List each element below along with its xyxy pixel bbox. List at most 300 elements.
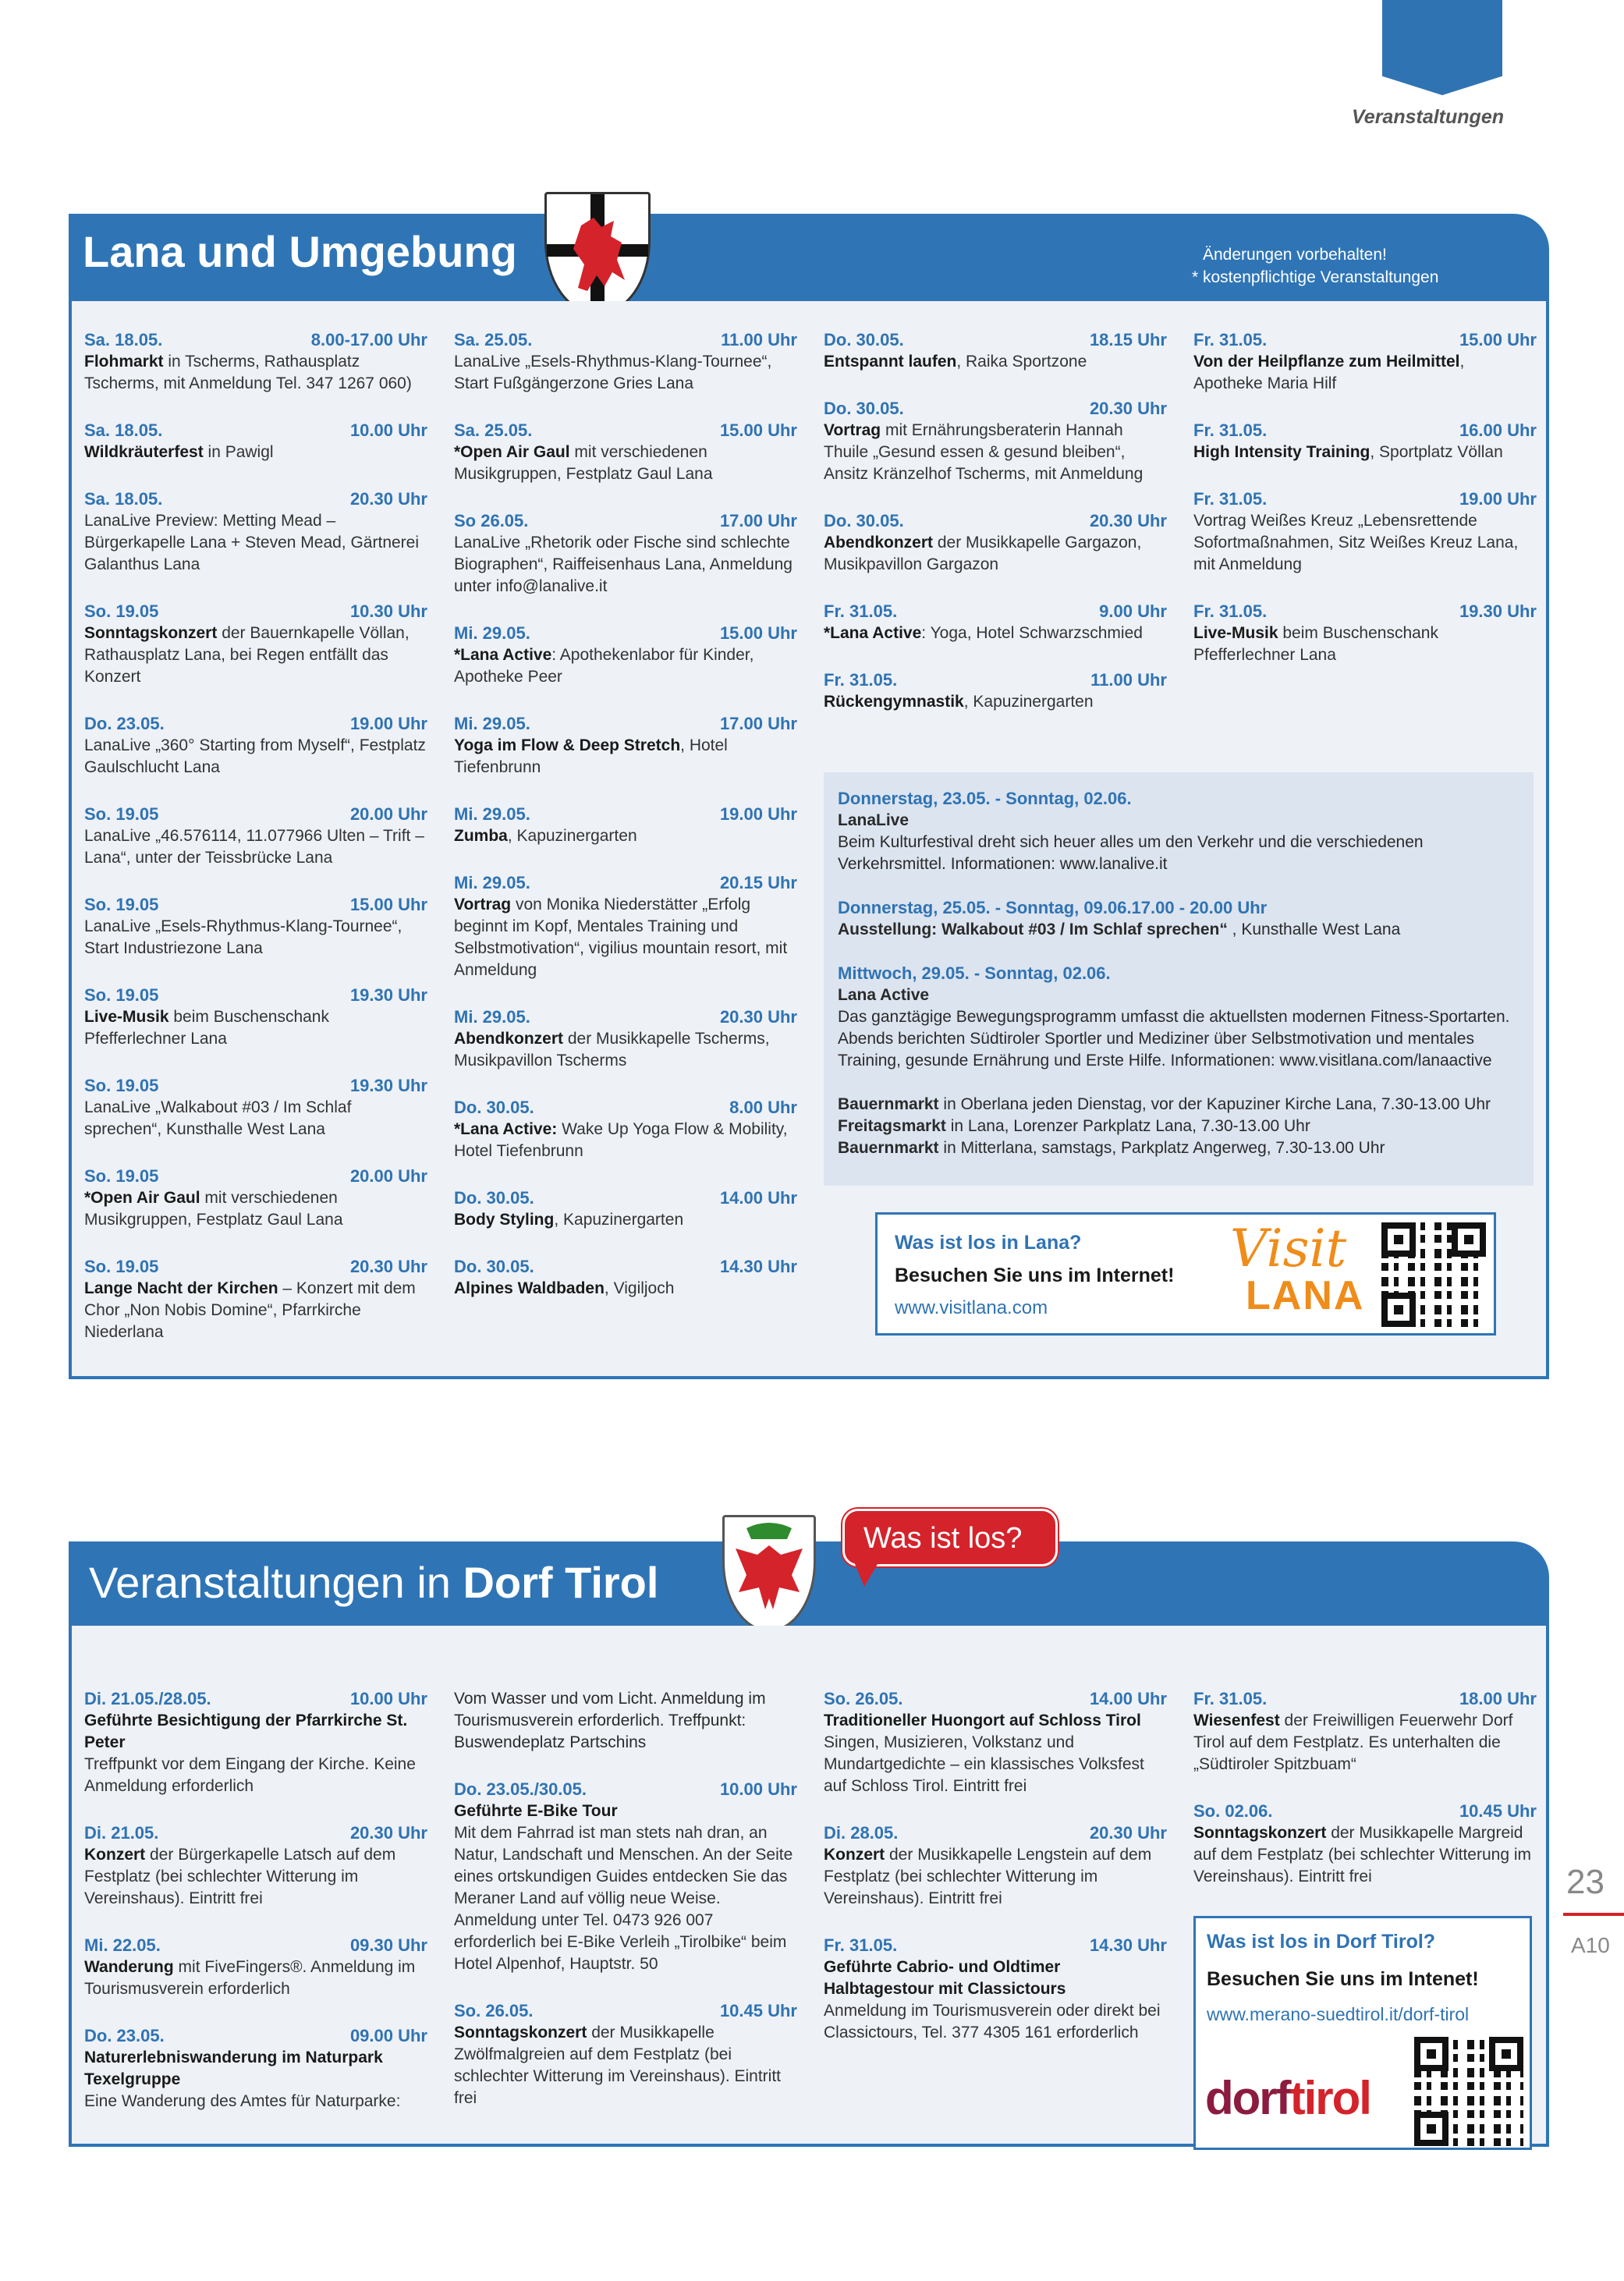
event-time: 9.00 Uhr bbox=[1099, 601, 1167, 621]
event-header bbox=[84, 601, 427, 623]
lana-title: Lana und Umgebung bbox=[83, 227, 517, 276]
event-time: 15.00 Uhr bbox=[719, 420, 797, 440]
note-changes: Änderungen vorbehalten! bbox=[1203, 246, 1387, 264]
event-date: Mi. 22.05. bbox=[84, 1935, 161, 1955]
event-time: 10.00 Uhr bbox=[719, 1779, 797, 1799]
event-header bbox=[454, 510, 797, 532]
lion-icon bbox=[547, 194, 648, 313]
lana-col-2 bbox=[454, 329, 797, 1325]
event-time: 8.00 Uhr bbox=[729, 1098, 797, 1117]
event-body bbox=[454, 1209, 797, 1231]
event-body bbox=[84, 2047, 427, 2112]
event-text: LanaLive „Esels-Rhythmus-Klang-Tournee“, Start Fußgängerzone Gries Lana bbox=[454, 353, 772, 392]
event-body bbox=[824, 691, 1167, 713]
event-text: LanaLive „Rhetorik oder Fische sind schlechte Biographen“, Raiffeisenhaus Lana, Anmeldung unter info@lanalive.it bbox=[454, 534, 792, 595]
event-title: Konzert bbox=[84, 1846, 146, 1864]
logo-dorf: dorf bbox=[1205, 2072, 1290, 2124]
event-text: mit FiveFingers®. Anmeldung im Tourismusverein erforderlich bbox=[84, 1958, 416, 1998]
event-text: der Bürgerkapelle Latsch auf dem Festplatz (bei schlechter Witterung im Vereinshaus). Eintritt frei bbox=[84, 1846, 396, 1907]
event-date: Fr. 31.05. bbox=[1193, 330, 1268, 349]
lana-promo-box bbox=[875, 1212, 1496, 1336]
event-body bbox=[454, 735, 797, 779]
event-body bbox=[1193, 1822, 1537, 1888]
market-2 bbox=[838, 1116, 1519, 1137]
event-title: Abendkonzert bbox=[454, 1030, 564, 1048]
event-time: 18.00 Uhr bbox=[1459, 1689, 1537, 1708]
event-date: Mi. 29.05. bbox=[454, 1007, 530, 1027]
event-item bbox=[84, 329, 427, 395]
event-date: Sa. 25.05. bbox=[454, 420, 533, 440]
event-item bbox=[454, 713, 797, 779]
event-header bbox=[454, 713, 797, 735]
event-body bbox=[824, 420, 1167, 485]
event-text: Anmeldung im Tourismusverein oder direkt bei Classictours, Tel. 377 4305 161 erforderlich bbox=[824, 2002, 1161, 2042]
event-title: Live-Musik bbox=[1193, 624, 1278, 642]
info-title-lanalive: LanaLive bbox=[838, 811, 910, 829]
lana-events-box bbox=[69, 301, 1549, 1379]
event-title: Traditioneller Huongort auf Schloss Tirol bbox=[824, 1712, 1141, 1729]
event-date: So. 19.05 bbox=[84, 895, 159, 914]
event-header bbox=[84, 1688, 427, 1710]
event-date: Fr. 31.05. bbox=[1193, 420, 1268, 440]
event-text: der Musikkapelle Tscherms, Musikpavillon Tscherms bbox=[454, 1030, 770, 1070]
event-item bbox=[1193, 329, 1537, 395]
bubble-text: Was ist los? bbox=[863, 1522, 1023, 1555]
tirol-events-box bbox=[69, 1626, 1549, 2147]
event-body bbox=[84, 735, 427, 779]
event-date: Do. 30.05. bbox=[824, 511, 904, 530]
page-code: A10 bbox=[1571, 1933, 1610, 1957]
event-body bbox=[454, 825, 797, 847]
event-header bbox=[84, 984, 427, 1006]
event-item bbox=[1193, 1800, 1537, 1888]
info-text-exhibition: , Kunsthalle West Lana bbox=[1227, 921, 1401, 938]
event-date: So. 19.05 bbox=[84, 601, 159, 621]
event-date: So. 02.06. bbox=[1193, 1801, 1273, 1821]
event-item bbox=[824, 669, 1167, 713]
event-item bbox=[84, 488, 427, 576]
event-header bbox=[824, 601, 1167, 623]
event-title: Yoga im Flow & Deep Stretch bbox=[454, 736, 681, 754]
event-body bbox=[84, 1006, 427, 1050]
event-time: 20.30 Uhr bbox=[349, 1257, 427, 1276]
event-text: mit verschiedenen Musikgruppen, Festplatz Gaul Lana bbox=[84, 1189, 343, 1229]
event-text: der Musikkapelle Zwölfmalgreien auf dem Festplatz (bei schlechter Witterung im Vereinshaus). Eintritt frei bbox=[454, 2024, 781, 2107]
event-item bbox=[1193, 420, 1537, 463]
event-title: *Open Air Gaul bbox=[454, 443, 570, 461]
event-item bbox=[454, 329, 797, 395]
page-number: 23 bbox=[1566, 1863, 1604, 1901]
lana-info-box bbox=[824, 772, 1534, 1186]
event-text: der Freiwilligen Feuerwehr Dorf Tirol auf dem Festplatz. Es unterhalten die „Südtiroler Spitzbuam“ bbox=[1193, 1712, 1513, 1773]
event-header bbox=[84, 894, 427, 916]
event-title: Body Styling bbox=[454, 1211, 555, 1229]
info-text-lanalive: Beim Kulturfestival dreht sich heuer alles um den Verkehr und die verschiedenen Verkehrsmittel. Informationen: www.lanalive.it bbox=[838, 833, 1424, 873]
event-item bbox=[454, 2000, 797, 2109]
event-item bbox=[454, 420, 797, 485]
event-text: LanaLive „46.576114, 11.077966 Ulten – Trift – Lana“, unter der Teissbrücke Lana bbox=[84, 827, 424, 867]
event-date: Sa. 18.05. bbox=[84, 420, 163, 440]
event-time: 20.00 Uhr bbox=[349, 804, 427, 824]
event-header bbox=[454, 1097, 797, 1119]
event-date: Sa. 25.05. bbox=[454, 330, 533, 349]
event-title: Sonntagskonzert bbox=[84, 624, 218, 642]
event-date: Do. 23.05. bbox=[84, 2026, 165, 2045]
event-title: Konzert bbox=[824, 1846, 885, 1864]
event-date: Fr. 31.05. bbox=[824, 1935, 898, 1955]
market-2-title: Freitagsmarkt bbox=[838, 1117, 946, 1135]
event-body bbox=[454, 1119, 797, 1162]
event-title: *Open Air Gaul bbox=[84, 1189, 200, 1207]
event-time: 19.30 Uhr bbox=[349, 1076, 427, 1095]
event-time: 14.30 Uhr bbox=[1089, 1935, 1167, 1955]
event-time: 16.00 Uhr bbox=[1459, 420, 1537, 440]
lana-col-3 bbox=[824, 329, 1167, 738]
lana-col-1 bbox=[84, 329, 427, 1368]
event-time: 19.00 Uhr bbox=[1459, 489, 1537, 509]
event-time: 8.00-17.00 Uhr bbox=[310, 330, 427, 349]
event-item bbox=[454, 872, 797, 981]
event-item bbox=[454, 510, 797, 598]
event-text: LanaLive „Walkabout #03 / Im Schlaf sprechen“, Kunsthalle West Lana bbox=[84, 1098, 352, 1138]
event-body bbox=[84, 916, 427, 960]
event-title: Zumba bbox=[454, 827, 508, 845]
event-body bbox=[824, 532, 1167, 576]
tirol-col2-continued: Vom Wasser und vom Licht. Anmeldung im Tourismusverein erforderlich. Treffpunkt: Buswendeplatz Partschins bbox=[454, 1690, 766, 1751]
event-header bbox=[824, 669, 1167, 691]
event-body bbox=[84, 825, 427, 869]
event-body bbox=[824, 351, 1167, 373]
event-title: *Lana Active: bbox=[454, 1120, 558, 1138]
event-item bbox=[84, 1935, 427, 2000]
event-header bbox=[84, 329, 427, 351]
event-body bbox=[824, 623, 1167, 644]
market-3-title: Bauernmarkt bbox=[838, 1139, 939, 1157]
event-body bbox=[454, 532, 797, 598]
event-time: 09.00 Uhr bbox=[349, 2026, 427, 2045]
lana-note bbox=[1192, 243, 1438, 289]
visitlana-link[interactable]: www.visitlana.com bbox=[895, 1297, 1048, 1318]
event-title: Wanderung bbox=[84, 1958, 174, 1976]
event-body bbox=[84, 1278, 427, 1343]
market-1-title: Bauernmarkt bbox=[838, 1095, 939, 1113]
event-text: Mit dem Fahrrad ist man stets nah dran, an Natur, Landschaft und Menschen. An der Seite eines ortskundigen Guides entdecken Sie das Meraner Land auf völlig neue Weise. Anmeldung unter Tel. 0473 926 007 erforderlich bei E-Bike Verleih „Tirolbike“ beim Hotel Alpenhof, Hauptstr. 50 bbox=[454, 1824, 793, 1973]
event-date: So. 19.05 bbox=[84, 985, 159, 1005]
event-title: Wildkräuterfest bbox=[84, 443, 204, 461]
event-body bbox=[454, 1028, 797, 1072]
event-date: Sa. 18.05. bbox=[84, 330, 163, 349]
event-item bbox=[454, 1097, 797, 1162]
event-text: beim Buschenschank Pfefferlechner Lana bbox=[1193, 624, 1438, 664]
event-text: LanaLive Preview: Metting Mead – Bürgerkapelle Lana + Steven Mead, Gärtnerei Galanthus Lana bbox=[84, 512, 420, 573]
event-body bbox=[454, 442, 797, 485]
event-item bbox=[824, 1688, 1167, 1797]
market-3-text: in Mitterlana, samstags, Parkplatz Angerweg, 7.30-13.00 Uhr bbox=[938, 1139, 1385, 1157]
event-text: , Raika Sportzone bbox=[956, 353, 1087, 371]
event-date: Fr. 31.05. bbox=[1193, 489, 1268, 509]
tirol-title bbox=[89, 1557, 658, 1608]
event-date: Do. 30.05. bbox=[454, 1098, 534, 1117]
event-date: Do. 30.05. bbox=[824, 330, 904, 349]
event-title: Entspannt laufen bbox=[824, 353, 957, 371]
event-date: Mi. 29.05. bbox=[454, 873, 530, 892]
event-item bbox=[454, 1187, 797, 1231]
event-header bbox=[84, 488, 427, 510]
event-time: 20.30 Uhr bbox=[1089, 399, 1167, 418]
tirol-promo-question: Was ist los in Dorf Tirol? bbox=[1207, 1931, 1436, 1953]
event-time: 14.00 Uhr bbox=[1089, 1689, 1167, 1708]
event-time: 20.30 Uhr bbox=[349, 489, 427, 509]
event-date: Fr. 31.05. bbox=[1193, 1689, 1268, 1708]
event-body bbox=[454, 1800, 797, 1975]
event-body bbox=[1193, 623, 1537, 666]
event-title: Von der Heilpflanze zum Heilmittel bbox=[1193, 353, 1460, 371]
event-time: 10.00 Uhr bbox=[349, 1689, 427, 1708]
event-body bbox=[454, 2022, 797, 2109]
event-item bbox=[84, 984, 427, 1050]
tirol-col-1 bbox=[84, 1688, 427, 2137]
event-title: Geführte Besichtigung der Pfarrkirche St. Peter bbox=[84, 1712, 408, 1751]
event-header bbox=[84, 1822, 427, 1844]
event-item bbox=[84, 1688, 427, 1797]
event-item bbox=[84, 894, 427, 960]
event-body bbox=[454, 351, 797, 395]
event-text: der Musikkapelle Gargazon, Musikpavillon Gargazon bbox=[824, 534, 1142, 573]
event-text: , Sportplatz Völlan bbox=[1370, 443, 1503, 461]
event-body bbox=[1193, 510, 1537, 576]
event-item bbox=[824, 1935, 1167, 2044]
event-date: So. 19.05 bbox=[84, 1257, 159, 1276]
event-item bbox=[824, 1822, 1167, 1910]
event-item bbox=[84, 713, 427, 779]
event-body bbox=[1193, 1710, 1537, 1775]
tirol-col-4 bbox=[1193, 1688, 1537, 1913]
event-time: 14.30 Uhr bbox=[719, 1257, 797, 1276]
lana-col-4 bbox=[1193, 329, 1537, 691]
event-text: : Yoga, Hotel Schwarzschmied bbox=[921, 624, 1143, 642]
tirol-coat-of-arms bbox=[722, 1515, 816, 1632]
event-header bbox=[84, 1935, 427, 1956]
info-title-exhibition: Ausstellung: Walkabout #03 / Im Schlaf sprechen“ bbox=[838, 921, 1228, 938]
event-body bbox=[454, 1278, 797, 1300]
event-header bbox=[824, 1822, 1167, 1844]
event-title: *Lana Active bbox=[454, 646, 552, 664]
event-time: 19.30 Uhr bbox=[1459, 601, 1537, 621]
event-header bbox=[1193, 1688, 1537, 1710]
event-date: Di. 21.05./28.05. bbox=[84, 1689, 211, 1708]
event-date: So 26.05. bbox=[454, 511, 529, 530]
event-time: 17.00 Uhr bbox=[719, 511, 797, 530]
event-header bbox=[454, 329, 797, 351]
event-item bbox=[454, 1256, 797, 1300]
event-header bbox=[824, 1935, 1167, 1956]
lana-coat-of-arms bbox=[544, 192, 651, 315]
event-body bbox=[84, 623, 427, 688]
event-item bbox=[824, 510, 1167, 576]
info-text-active: Das ganztägige Bewegungsprogramm umfasst die aktuellsten modernen Fitness-Sportarten. Abends berichten Südtiroler Sportler und Mediziner über Selbstmotivation und mentales Training, gesunde Ernährung und Erste Hilfe. Informationen: www.visitlana.com/lanaactive bbox=[838, 1008, 1510, 1070]
event-title: Wiesenfest bbox=[1193, 1712, 1280, 1729]
event-item bbox=[84, 601, 427, 688]
event-title: Alpines Waldbaden bbox=[454, 1279, 605, 1297]
tirol-qr-code-icon bbox=[1414, 2037, 1523, 2146]
event-item bbox=[84, 420, 427, 463]
event-date: Mi. 29.05. bbox=[454, 623, 530, 643]
event-body bbox=[84, 1187, 427, 1231]
dorftirol-logo bbox=[1205, 2071, 1370, 2125]
event-body bbox=[824, 1844, 1167, 1910]
event-time: 20.00 Uhr bbox=[349, 1166, 427, 1186]
event-text: , Apotheke Maria Hilf bbox=[1193, 353, 1465, 392]
event-header bbox=[1193, 420, 1537, 442]
event-body bbox=[84, 351, 427, 395]
event-item bbox=[84, 2025, 427, 2112]
info-heading-lanalive: Donnerstag, 23.05. - Sonntag, 02.06. bbox=[838, 789, 1132, 808]
dorftirol-link[interactable]: www.merano-suedtirol.it/dorf-tirol bbox=[1207, 2004, 1470, 2024]
event-time: 19.00 Uhr bbox=[349, 714, 427, 733]
event-time: 09.30 Uhr bbox=[349, 1935, 427, 1955]
event-header bbox=[1193, 488, 1537, 510]
event-time: 19.00 Uhr bbox=[719, 804, 797, 824]
event-header bbox=[454, 1187, 797, 1209]
event-title: Lange Nacht der Kirchen bbox=[84, 1279, 278, 1297]
event-header bbox=[824, 1688, 1167, 1710]
visit-lana-logo-wordmark: LANA bbox=[1246, 1273, 1365, 1318]
event-text: , Vigiljoch bbox=[604, 1279, 675, 1297]
event-time: 20.30 Uhr bbox=[1089, 1823, 1167, 1843]
tirol-col-3 bbox=[824, 1688, 1167, 2069]
event-header bbox=[1193, 601, 1537, 623]
event-body bbox=[454, 644, 797, 688]
event-body bbox=[1193, 442, 1537, 463]
info-heading-active: Mittwoch, 29.05. - Sonntag, 02.06. bbox=[838, 963, 1111, 983]
event-date: Sa. 18.05. bbox=[84, 489, 163, 509]
event-header bbox=[454, 872, 797, 894]
event-time: 10.45 Uhr bbox=[1459, 1801, 1537, 1821]
market-1-text: in Oberlana jeden Dienstag, vor der Kapuziner Kirche Lana, 7.30-13.00 Uhr bbox=[938, 1095, 1491, 1113]
event-text: LanaLive „Esels-Rhythmus-Klang-Tournee“, Start Industriezone Lana bbox=[84, 917, 402, 957]
event-text: – Konzert mit dem Chor „Non Nobis Domine“, Pfarrkirche Niederlana bbox=[84, 1279, 416, 1341]
event-text: in Tscherms, Rathausplatz Tscherms, mit Anmeldung Tel. 347 1267 060) bbox=[84, 353, 412, 392]
event-date: So. 19.05 bbox=[84, 1076, 159, 1095]
event-text: Wake Up Yoga Flow & Mobility, Hotel Tiefenbrunn bbox=[454, 1120, 788, 1160]
logo-tirol: tirol bbox=[1289, 2072, 1370, 2124]
event-time: 15.00 Uhr bbox=[719, 623, 797, 643]
event-title: Vortrag bbox=[454, 896, 512, 913]
event-body bbox=[84, 1710, 427, 1797]
event-item bbox=[84, 803, 427, 869]
eagle-icon bbox=[725, 1517, 814, 1630]
event-item bbox=[84, 1165, 427, 1231]
event-text: : Apothekenlabor für Kinder, Apotheke Peer bbox=[454, 646, 754, 686]
event-title: Vortrag bbox=[824, 421, 881, 439]
event-title: Naturerlebniswanderung im Naturpark Texelgruppe bbox=[84, 2049, 383, 2088]
event-item bbox=[824, 398, 1167, 485]
event-text: der Bauernkapelle Völlan, Rathausplatz Lana, bei Regen entfällt das Konzert bbox=[84, 624, 410, 686]
event-text: Singen, Musizieren, Volkstanz und Mundartgedichte – ein klassisches Volksfest auf Schloss Tirol. Eintritt frei bbox=[824, 1733, 1144, 1795]
event-date: Mi. 29.05. bbox=[454, 804, 530, 824]
event-date: So. 19.05 bbox=[84, 804, 159, 824]
market-2-text: in Lana, Lorenzer Parkplatz Lana, 7.30-13.00 Uhr bbox=[945, 1117, 1310, 1135]
event-date: So. 26.05. bbox=[454, 2001, 534, 2020]
event-item bbox=[84, 1256, 427, 1343]
page-divider bbox=[1563, 1913, 1624, 1916]
event-header bbox=[824, 510, 1167, 532]
event-time: 20.30 Uhr bbox=[349, 1823, 427, 1843]
event-text: Treffpunkt vor dem Eingang der Kirche. Keine Anmeldung erforderlich bbox=[84, 1755, 416, 1795]
event-item bbox=[1193, 1688, 1537, 1775]
event-time: 10.30 Uhr bbox=[349, 601, 427, 621]
event-date: Mi. 29.05. bbox=[454, 714, 530, 733]
event-header bbox=[454, 803, 797, 825]
event-title: Abendkonzert bbox=[824, 534, 934, 552]
event-header bbox=[84, 1256, 427, 1278]
event-text: , Kapuzinergarten bbox=[554, 1211, 684, 1229]
event-time: 11.00 Uhr bbox=[1090, 670, 1167, 690]
event-text: der Musikkapelle Lengstein auf dem Festplatz (bei schlechter Witterung im Vereinshaus). Eintritt frei bbox=[824, 1846, 1152, 1907]
event-header bbox=[454, 1779, 797, 1800]
event-title: Flohmarkt bbox=[84, 353, 164, 371]
event-body bbox=[84, 1844, 427, 1910]
event-text: , Hotel Tiefenbrunn bbox=[454, 736, 728, 776]
event-body bbox=[84, 442, 427, 463]
header-tab bbox=[1382, 0, 1502, 95]
section-label: Veranstaltungen bbox=[1352, 106, 1504, 128]
event-text: von Monika Niederstätter „Erfolg beginnt im Kopf, Mentales Training und Selbstmotivation“, vigilius mountain resort, mit Anmeldung bbox=[454, 896, 788, 979]
event-item bbox=[824, 329, 1167, 373]
event-date: Do. 23.05./30.05. bbox=[454, 1779, 587, 1799]
qr-code-icon bbox=[1381, 1222, 1486, 1327]
event-item bbox=[454, 803, 797, 847]
visit-lana-logo: Visit bbox=[1230, 1219, 1347, 1279]
promo-question: Was ist los in Lana? bbox=[895, 1232, 1082, 1254]
event-text: , Kapuzinergarten bbox=[507, 827, 637, 845]
event-date: Di. 28.05. bbox=[824, 1823, 899, 1843]
event-header bbox=[454, 1256, 797, 1278]
event-header bbox=[824, 398, 1167, 420]
event-title: High Intensity Training bbox=[1193, 443, 1370, 461]
event-item bbox=[84, 1822, 427, 1910]
event-title: Live-Musik bbox=[84, 1008, 169, 1026]
event-date: Do. 30.05. bbox=[454, 1188, 534, 1208]
event-date: Fr. 31.05. bbox=[824, 601, 898, 621]
market-3 bbox=[838, 1137, 1519, 1159]
event-header bbox=[454, 1006, 797, 1028]
event-body bbox=[824, 1710, 1167, 1797]
event-text: mit Ernährungsberaterin Hannah Thuile „Gesund essen & gesund bleiben“, Ansitz Kränzelhof Tscherms, mit Anmeldung bbox=[824, 421, 1144, 483]
event-date: Do. 30.05. bbox=[454, 1257, 534, 1276]
tirol-promo-box bbox=[1193, 1916, 1532, 2150]
event-date: Do. 30.05. bbox=[824, 399, 904, 418]
event-date: Do. 23.05. bbox=[84, 714, 165, 733]
tirol-title-name: Dorf Tirol bbox=[463, 1558, 659, 1607]
event-header bbox=[454, 420, 797, 442]
event-body bbox=[84, 1956, 427, 2000]
event-header bbox=[824, 329, 1167, 351]
event-text: , Kapuzinergarten bbox=[963, 693, 1094, 711]
event-title: Geführte E-Bike Tour bbox=[454, 1802, 618, 1820]
event-title: Rückengymnastik bbox=[824, 693, 964, 711]
event-item bbox=[454, 623, 797, 688]
event-text: mit verschiedenen Musikgruppen, Festplatz Gaul Lana bbox=[454, 443, 713, 483]
event-header bbox=[84, 803, 427, 825]
event-date: So. 19.05 bbox=[84, 1166, 159, 1186]
event-text: der Musikkapelle Margreid auf dem Festplatz (bei schlechter Witterung im Vereinshaus). Eintritt frei bbox=[1193, 1824, 1532, 1885]
event-title: Geführte Cabrio- und Oldtimer Halbtagestour mit Classictours bbox=[824, 1958, 1066, 1998]
promo-cta: Besuchen Sie uns im Internet! bbox=[895, 1265, 1175, 1286]
event-time: 19.30 Uhr bbox=[349, 985, 427, 1005]
event-text: in Pawigl bbox=[203, 443, 274, 461]
tirol-col-2 bbox=[454, 1688, 797, 2134]
